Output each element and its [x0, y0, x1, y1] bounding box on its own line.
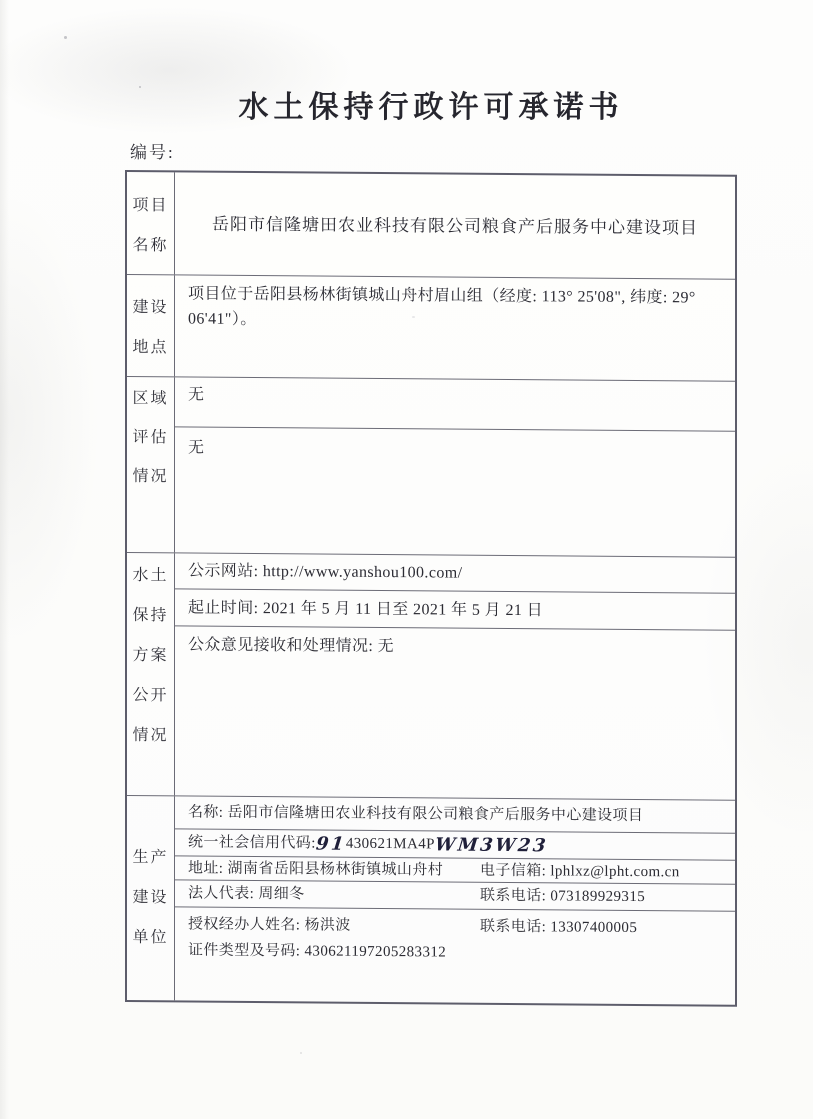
phone1-value: 联系电话: 073189929315 — [480, 887, 646, 906]
unit-name-value: 名称: 岳阳市信隆塘田农业科技有限公司粮食产后服务中心建设项目 — [188, 804, 644, 825]
label-line: 评估 — [132, 429, 169, 447]
row-construction-unit — [127, 795, 735, 1005]
label-location — [127, 275, 175, 376]
regional-assessment-value-1: 无 — [188, 386, 205, 404]
credit-code-printed: 430621MA4P — [345, 835, 435, 853]
label-line: 项目 — [132, 196, 169, 214]
document-number-label: 编号: — [130, 143, 175, 162]
scan-speck — [300, 1052, 302, 1054]
address-value: 地址: 湖南省岳阳县杨林街镇城山舟村 — [188, 859, 444, 878]
id-line — [188, 937, 725, 967]
public-opinion-value: 公众意见接收和处理情况: 无 — [188, 636, 395, 656]
project-name-value: 岳阳市信隆塘田农业科技有限公司粮食产后服务中心建设项目 — [212, 214, 698, 238]
label-line: 单位 — [132, 929, 169, 947]
cell-publicity-period — [175, 588, 735, 629]
email-value: 电子信箱: lphlxz@lpht.com.cn — [480, 862, 680, 880]
label-line: 方案 — [132, 646, 169, 664]
label-plan-publicity — [127, 553, 175, 795]
credit-code-handwritten: WM3W23 — [433, 834, 549, 857]
cell-public-opinion — [175, 625, 735, 799]
label-line: 生产 — [132, 849, 169, 867]
credit-code-label: 统一社会信用代码: — [188, 834, 316, 852]
label-line: 保持 — [132, 606, 169, 624]
label-regional-assessment — [127, 377, 175, 552]
row-project-name — [127, 172, 735, 279]
label-line: 情况 — [132, 468, 169, 486]
publicity-period-value: 起止时间: 2021 年 5 月 11 日至 2021 年 5 月 21 日 — [188, 598, 544, 619]
cell-publicity-website — [175, 553, 735, 592]
cell-project-name — [175, 172, 735, 278]
location-value: 项目位于岳阳县杨林街镇城山舟村眉山组（经度: 113° 25'08", 纬度: 29° 06'41"）。 — [188, 285, 696, 329]
label-line: 情况 — [132, 726, 169, 744]
row-plan-publicity — [127, 552, 735, 800]
id-type-number-value: 证件类型及号码: 430621197205283312 — [188, 942, 447, 961]
phone2-value: 联系电话: 13307400005 — [480, 918, 638, 937]
cell-regional-assessment-2 — [175, 426, 735, 556]
regional-assessment-value-2: 无 — [188, 439, 205, 457]
label-line: 建设 — [132, 299, 169, 317]
label-line: 水土 — [132, 566, 169, 584]
row-regional-assessment — [127, 376, 735, 557]
form-table — [125, 170, 737, 1007]
credit-code-handwritten-prefix: 91 — [314, 833, 347, 855]
label-line: 建设 — [132, 889, 169, 907]
document-title: 水土保持行政许可承诺书 — [238, 91, 624, 124]
scan-speck — [64, 36, 67, 39]
cell-regional-assessment-1 — [175, 377, 735, 430]
label-line: 地点 — [132, 339, 169, 357]
cell-agent-id — [175, 906, 735, 1004]
label-construction-unit — [127, 796, 175, 1000]
label-line: 名称 — [132, 236, 169, 254]
cell-location — [175, 275, 735, 380]
publicity-website-value: 公示网站: http://www.yanshou100.com/ — [188, 562, 463, 582]
label-project-name — [127, 172, 175, 274]
label-line: 区域 — [132, 390, 169, 408]
row-location — [127, 274, 735, 381]
cell-unit-name — [175, 796, 735, 832]
legal-rep-value: 法人代表: 周细冬 — [188, 885, 305, 903]
agent-name-value: 授权经办人姓名: 杨洪波 — [188, 916, 351, 934]
label-line: 公开 — [132, 686, 169, 704]
